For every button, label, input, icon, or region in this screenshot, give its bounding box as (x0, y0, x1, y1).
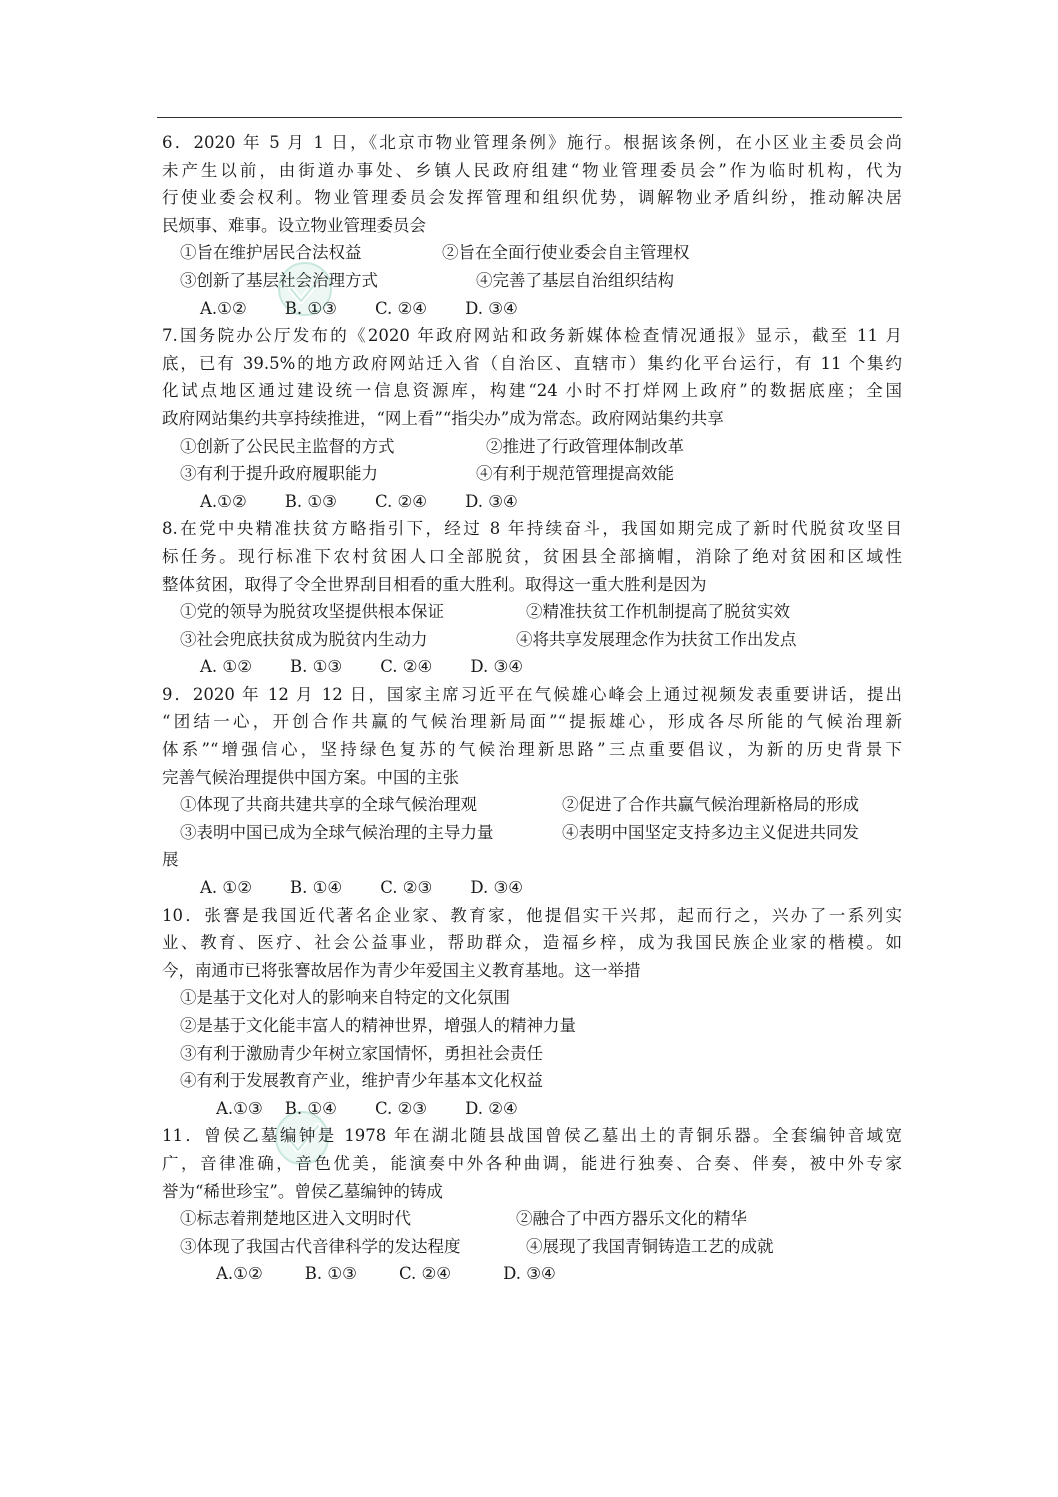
answer-choice-b[interactable]: B. ①③ (290, 657, 343, 677)
answer-choice-c[interactable]: C. ②③ (374, 1098, 428, 1118)
question-stem-line: 誉为“稀世珍宝”。曾侯乙墓编钟的铸成 (162, 1181, 443, 1201)
answer-choice-d[interactable]: D. ③④ (465, 491, 518, 511)
answer-choice-a[interactable]: A.①② (200, 491, 247, 511)
option-item: ②融合了中西方器乐文化的精华 (516, 1209, 747, 1229)
option-row (162, 267, 902, 295)
option-item: ①创新了公民民主监督的方式 (180, 436, 395, 456)
answer-choice-d[interactable]: D. ②④ (465, 1098, 518, 1118)
question-stem-line: 政府网站集约共享持续推进，“网上看”“指尖办”成为常态。政府网站集约共享 (162, 408, 724, 428)
question-stem-line: 底，已有 39.5%的地方政府网站迁入省（自治区、直辖市）集约化平台运行，有 11 个集约 (162, 353, 902, 373)
answer-choice-c[interactable]: C. ②④ (374, 298, 428, 318)
option-row (162, 791, 902, 819)
question-stem-line: 11．曾侯乙墓编钟是 1978 年在湖北随县战国曾侯乙墓出土的青铜乐器。全套编钟音域宽 (162, 1126, 902, 1146)
answer-choice-b[interactable]: B. ①③ (284, 491, 337, 511)
question-8 (162, 515, 902, 681)
answer-choices (162, 295, 902, 323)
answer-choice-a[interactable]: A.①③ (216, 1098, 263, 1118)
option-wrap-line: 展 (162, 850, 179, 870)
option-item: ④有利于规范管理提高效能 (476, 464, 674, 484)
question-stem-line: 广，音律准确，音色优美，能演奏中外各种曲调，能进行独奏、合奏、伴奏，被中外专家 (162, 1153, 902, 1173)
answer-choice-a[interactable]: A.①② (200, 298, 247, 318)
option-item: ①标志着荆楚地区进入文明时代 (180, 1209, 411, 1229)
question-stem-line: 9．2020 年 12 月 12 日，国家主席习近平在气候雄心峰会上通过视频发表重要讲话，提出 (162, 684, 902, 704)
option-row (162, 433, 902, 461)
option-item: ③社会兜底扶贫成为脱贫内生动力 (180, 629, 428, 649)
question-stem-line: 8.在党中央精准扶贫方略指引下，经过 8 年持续奋斗，我国如期完成了新时代脱贫攻坚目 (162, 519, 902, 539)
answer-choice-a[interactable]: A. ①② (200, 657, 252, 677)
question-stem-line: 体系”“增强信心，坚持绿色复苏的气候治理新思路”三点重要倡议，为新的历史背景下 (162, 740, 902, 760)
option-item: ②旨在全面行使业委会自主管理权 (442, 243, 690, 263)
question-7 (162, 322, 902, 515)
option-item: ①旨在维护居民合法权益 (180, 243, 362, 263)
question-9 (162, 681, 902, 902)
answer-choice-a[interactable]: A. ①② (200, 878, 252, 898)
option-item: ②推进了行政管理体制改革 (486, 436, 684, 456)
header-rule (157, 117, 902, 118)
question-stem-line: 化试点地区通过建设统一信息资源库，构建“24 小时不打烊网上政府”的数据底座；全国 (162, 381, 902, 401)
question-stem-line: 民烦事、难事。设立物业管理委员会 (162, 215, 426, 235)
answer-choice-c[interactable]: C. ②④ (374, 491, 428, 511)
answer-choice-c[interactable]: C. ②④ (398, 1264, 452, 1284)
option-row (162, 626, 902, 654)
option-item: ②促进了合作共赢气候治理新格局的形成 (562, 795, 859, 815)
answer-choices (162, 1260, 902, 1288)
option-item: ④有利于发展教育产业，维护青少年基本文化权益 (180, 1071, 543, 1091)
question-stem-line: 今，南通市已将张謇故居作为青少年爱国主义教育基地。这一举措 (162, 960, 641, 980)
question-stem-line: 10．张謇是我国近代著名企业家、教育家，他提倡实干兴邦，起而行之，兴办了一系列实 (162, 905, 902, 925)
question-11 (162, 1122, 902, 1288)
option-item: ④完善了基层自治组织结构 (476, 270, 674, 290)
option-row (162, 1205, 902, 1233)
option-item: ④展现了我国青铜铸造工艺的成就 (526, 1236, 774, 1256)
option-item: ③有利于提升政府履职能力 (180, 464, 378, 484)
option-row (162, 598, 902, 626)
question-stem-line: 标任务。现行标准下农村贫困人口全部脱贫，贫困县全部摘帽，消除了绝对贫困和区域性 (162, 546, 902, 566)
question-stem-line: “团结一心，开创合作共赢的气候治理新局面”“提振雄心，形成各尽所能的气候治理新 (162, 712, 902, 732)
option-item: ①体现了共商共建共享的全球气候治理观 (180, 795, 477, 815)
option-row (162, 1233, 902, 1261)
answer-choice-b[interactable]: B. ①③ (304, 1264, 357, 1284)
question-stem-line: 整体贫困，取得了令全世界刮目相看的重大胜利。取得这一重大胜利是因为 (162, 574, 707, 594)
option-item: ②精准扶贫工作机制提高了脱贫实效 (526, 602, 790, 622)
question-stem-line: 7.国务院办公厅发布的《2020 年政府网站和政务新媒体检查情况通报》显示，截至 11 月 (162, 326, 902, 346)
answer-choices (162, 488, 902, 516)
answer-choice-b[interactable]: B. ①③ (284, 298, 337, 318)
option-item: ③有利于激励青少年树立家国情怀，勇担社会责任 (180, 1043, 543, 1063)
question-10 (162, 902, 902, 1123)
question-stem-line: 业、教育、医疗、社会公益事业，帮助群众，造福乡梓，成为我国民族企业家的楷模。如 (162, 933, 902, 953)
question-stem-line: 6．2020 年 5 月 1 日，《北京市物业管理条例》施行。根据该条例，在小区业主委员会尚 (162, 133, 902, 152)
answer-choice-b[interactable]: B. ①④ (284, 1098, 337, 1118)
option-row (162, 460, 902, 488)
answer-choice-d[interactable]: D. ③④ (470, 657, 524, 677)
answer-choices (162, 653, 902, 681)
option-item: ①党的领导为脱贫攻坚提供根本保证 (180, 602, 444, 622)
answer-choice-d[interactable]: D. ③④ (503, 1264, 556, 1284)
option-row (162, 819, 902, 847)
option-item: ①是基于文化对人的影响来自特定的文化氛围 (180, 988, 510, 1008)
question-stem-line: 未产生以前，由街道办事处、乡镇人民政府组建“物业管理委员会”作为临时机构，代为 (162, 160, 902, 180)
answer-choice-a[interactable]: A.①② (216, 1264, 263, 1284)
answer-choice-c[interactable]: C. ②④ (380, 657, 433, 677)
option-row (162, 239, 902, 267)
option-item: ③创新了基层社会治理方式 (180, 270, 378, 290)
question-stem-line: 完善气候治理提供中国方案。中国的主张 (162, 767, 459, 787)
question-stem-line: 行使业委会权利。物业管理委员会发挥管理和组织优势，调解物业矛盾纠纷，推动解决居 (162, 188, 902, 208)
option-item: ③体现了我国古代音律科学的发达程度 (180, 1236, 461, 1256)
answer-choice-c[interactable]: C. ②③ (380, 878, 433, 898)
answer-choice-d[interactable]: D. ③④ (465, 298, 518, 318)
answer-choices (162, 874, 902, 902)
option-item: ④将共享发展理念作为扶贫工作出发点 (516, 629, 797, 649)
option-item: ③表明中国已成为全球气候治理的主导力量 (180, 822, 494, 842)
question-6 (162, 129, 902, 322)
option-item: ④表明中国坚定支持多边主义促进共同发 (562, 822, 859, 842)
exam-page (162, 129, 902, 1288)
answer-choice-b[interactable]: B. ①④ (290, 878, 343, 898)
option-item: ②是基于文化能丰富人的精神世界，增强人的精神力量 (180, 1016, 576, 1035)
answer-choices (162, 1095, 902, 1123)
answer-choice-d[interactable]: D. ③④ (470, 878, 524, 898)
